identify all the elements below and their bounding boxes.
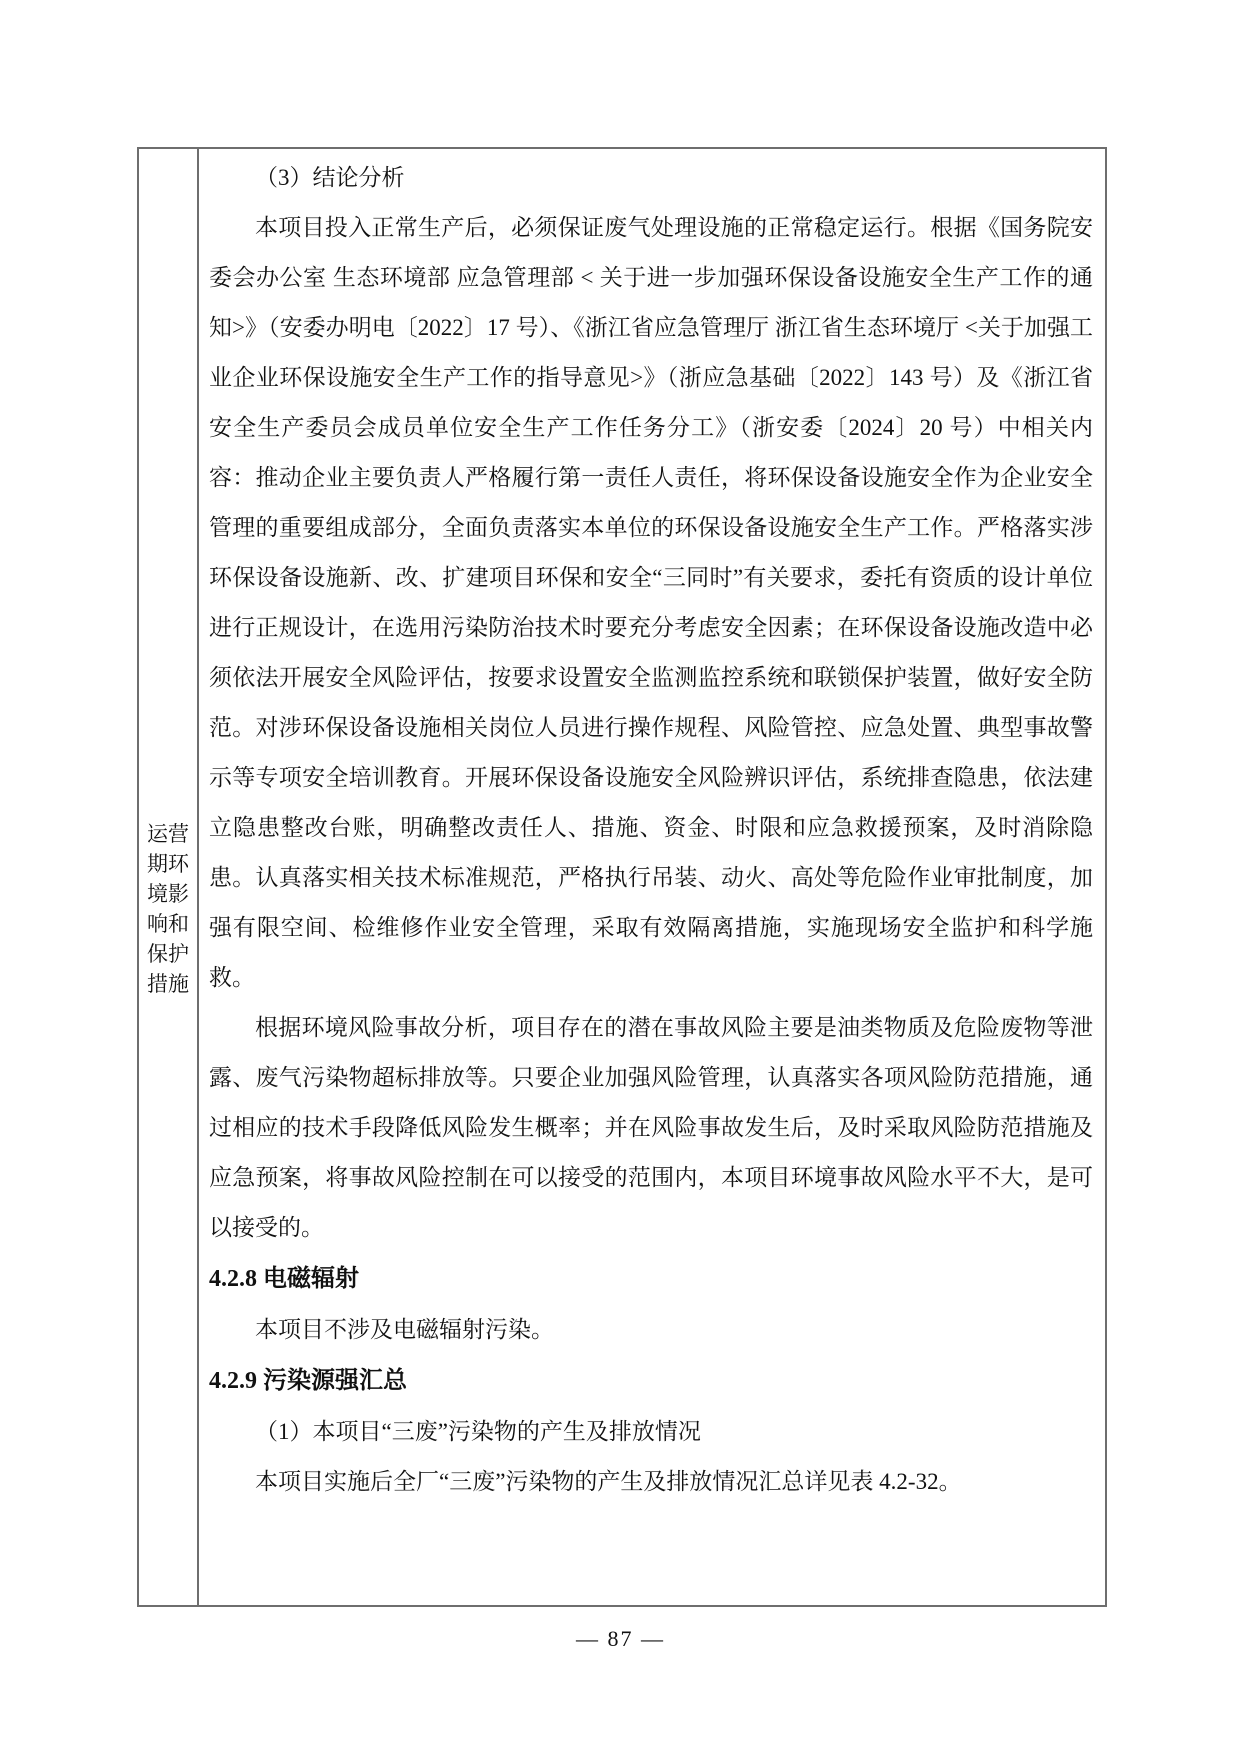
paragraph-three-wastes-summary: 本项目实施后全厂“三废”污染物的产生及排放情况汇总详见表 4.2-32。 [255, 1469, 962, 1494]
page-number: — 87 — [576, 1626, 665, 1651]
row-header-label: 运营期环境影响和保护措施 [147, 822, 189, 996]
content-cell [199, 149, 1105, 1605]
sub-heading-conclusion-analysis: （3）结论分析 [255, 165, 405, 190]
heading-4-2-9-pollution-source-summary: 4.2.9 污染源强汇总 [209, 1368, 407, 1394]
item-three-wastes: （1）本项目“三废”污染物的产生及排放情况 [255, 1419, 701, 1444]
row-header-cell [139, 149, 199, 1605]
paragraph-risk-analysis: 根据环境风险事故分析，项目存在的潜在事故风险主要是油类物质及危险废物等泄露、废气污染物超标排放等。只要企业加强风险管理，认真落实各项风险防范措施，通过相应的技术手段降低风险发生概率；并在风险事故发生后，及时采取风险防范措施及应急预案，将事故风险控制在可以接受的范围内，本项目环境事故风险水平不大，是可以接受的。 [209, 1015, 1093, 1240]
paragraph-emf: 本项目不涉及电磁辐射污染。 [255, 1317, 554, 1342]
report-table [137, 147, 1107, 1607]
heading-4-2-8-electromagnetic-radiation: 4.2.8 电磁辐射 [209, 1266, 359, 1292]
paragraph-conclusion: 本项目投入正常生产后，必须保证废气处理设施的正常稳定运行。根据《国务院安委会办公室 生态环境部 应急管理部 < 关于进一步加强环保设备设施安全生产工作的通知>》（安委办明电〔2022〕17 号）、《浙江省应急管理厅 浙江省生态环境厅 <关于加强工业企业环保设施安全生产工作的指导意见>》（浙应急基础〔2022〕143 号）及《浙江省安全生产委员会成员单位安全生产工作任务分工》（浙安委〔2024〕20 号）中相关内容：推动企业主要负责人严格履行第一责任人责任，将环保设备设施安全作为企业安全管理的重要组成部分，全面负责落实本单位的环保设备设施安全生产工作。严格落实涉环保设备设施新、改、扩建项目环保和安全“三同时”有关要求，委托有资质的设计单位进行正规设计，在选用污染防治技术时要充分考虑安全因素；在环保设备设施改造中必须依法开展安全风险评估，按要求设置安全监测监控系统和联锁保护装置，做好安全防范。对涉环保设备设施相关岗位人员进行操作规程、风险管控、应急处置、典型事故警示等专项安全培训教育。开展环保设备设施安全风险辨识评估，系统排查隐患，依法建立隐患整改台账，明确整改责任人、措施、资金、时限和应急救援预案，及时消除隐患。认真落实相关技术标准规范，严格执行吊装、动火、高处等危险作业审批制度，加强有限空间、检维修作业安全管理，采取有效隔离措施，实施现场安全监护和科学施救。 [209, 215, 1093, 990]
